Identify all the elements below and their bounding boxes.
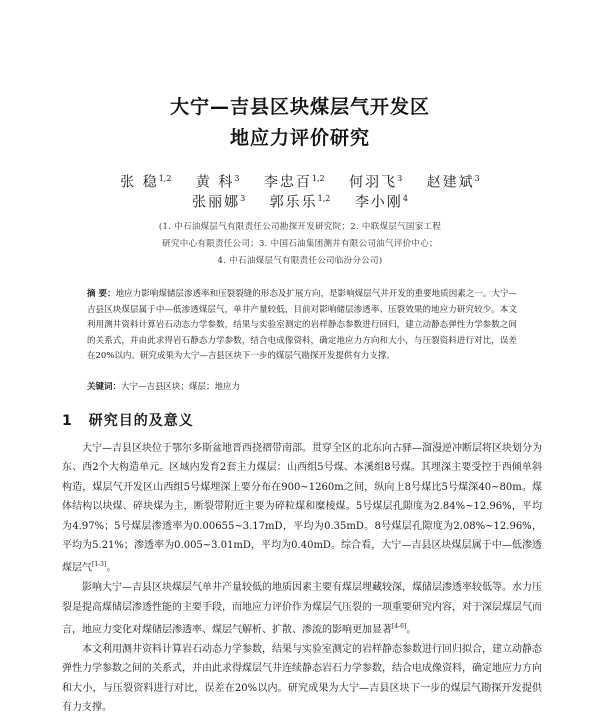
paragraph: 本文利用测井资料计算岩石动态力学参数，结果与实验室测定的岩样静态参数进行回归拟合，建立动静态弹性力学参数之间的关系式，并由此求得煤层气井连续静态岩石力学参数，结合电成像资料，确定地应力方向和大小，与压裂资料进行对比，误差在20%以内。研究成果为大宁—吉县区块下一步的煤层气勘探开发提供有力支撑。 — [62, 643, 542, 713]
title-line-2: 地应力评价研究 — [229, 127, 370, 149]
author: 何羽飞$^3$ — [349, 174, 403, 191]
affiliation-line: 4. 中石油煤层气有限责任公司临汾分公司) — [217, 256, 383, 266]
keywords-text: 大宁—吉县区块；煤层；地应力 — [121, 382, 241, 392]
author: 郭乐乐$^{1,2}$ — [269, 194, 331, 211]
author: 张 稳$^{1,2}$ — [120, 174, 172, 191]
author: 李忠百$^{1,2}$ — [263, 174, 325, 191]
paragraph: 大宁—吉县区块位于鄂尔多斯盆地晋西挠褶带南部。贯穿全区的北东向古驿—溜漫逆冲断层将区块划分为东、西2个大构造单元。区域内发育2套主力煤层：山西组5号煤、本溪组8号煤。其埋深主要受控于西倾单斜构造，煤层气开发区山西组5号煤埋深上要分布在900~1260m之间，纵向上8号煤比5号煤深40~80m。煤体结构以块煤、碎块煤为主，断裂带附近主要为碎粒煤和糜棱煤。5号煤层孔隙度为2.84%~12.96%，平均为4.97%；5号煤层渗透率为0.00655~3.17mD，平均为0.35mD。8号煤层孔隙度为2.08%~12.96%，平均为5.21%；渗透率为0.005~3.01mD，平均为0.40mD。综合看，大宁—吉县区块煤层属于中—低渗透煤层气[1-3]。 — [62, 443, 542, 574]
abstract — [87, 287, 517, 365]
affiliation-line: (1. 中石油煤层气有限责任公司勘探开发研究院；2. 中联煤层气国家工程 — [158, 222, 442, 232]
abstract-label: 摘 要： — [87, 289, 116, 299]
keywords-label: 关键词： — [87, 382, 122, 392]
paragraph: 影响大宁—吉县区块煤层气单井产量较低的地质因素主要有煤层埋藏较深，煤储层渗透率较低等。水力压裂是提高煤储层渗透性能的主要手段，而地应力评价作为煤层气压裂的一项重要研究内容，对于深层煤层气而言，地应力变化对煤储层渗透率、煤层气解析、扩散、渗流的影响更加显著[4-6]。 — [62, 582, 542, 636]
keywords — [87, 380, 517, 392]
abstract-text: 地应力影响煤储层渗透率和压裂裂缝的形态及扩展方向，是影响煤层气井开发的重要地质因素之一。大宁—吉县区块煤层属于中—低渗透煤层气，单井产量较低，目前对影响储层渗透率、压裂效果的地应力研究较少。本文利用测井资料计算岩石动态力学参数，结果与实验室测定的岩样静态参数进行回归，建立动静态弹性力学参数之间的关系式，并由此求得岩石静态力学参数，结合电成像资料，确定地应力方向和大小，与压裂资料进行对比，误差在20%以内。研究成果为大宁—吉县区块下一步的煤层气勘探开发提供有力支撑。 — [87, 289, 517, 362]
body-text — [62, 439, 542, 717]
author: 张丽娜$^3$ — [192, 194, 246, 211]
author: 黄 科$^3$ — [195, 174, 240, 191]
section-heading — [62, 410, 194, 430]
title-line-1: 大宁—吉县区块煤层气开发区 — [169, 96, 430, 118]
section-number: 1 — [62, 413, 73, 429]
section-title: 研究目的及意义 — [88, 413, 194, 429]
citation: [1-3] — [92, 561, 107, 569]
affiliations — [100, 219, 500, 270]
author: 赵建斌$^3$ — [426, 174, 480, 191]
citation: [4-6] — [392, 622, 407, 630]
author: 李小刚$^4$ — [354, 194, 408, 211]
affiliation-line: 研究中心有限责任公司；3. 中国石油集团测井有限公司油气评价中心； — [162, 239, 438, 249]
author-row-2 — [0, 188, 600, 214]
